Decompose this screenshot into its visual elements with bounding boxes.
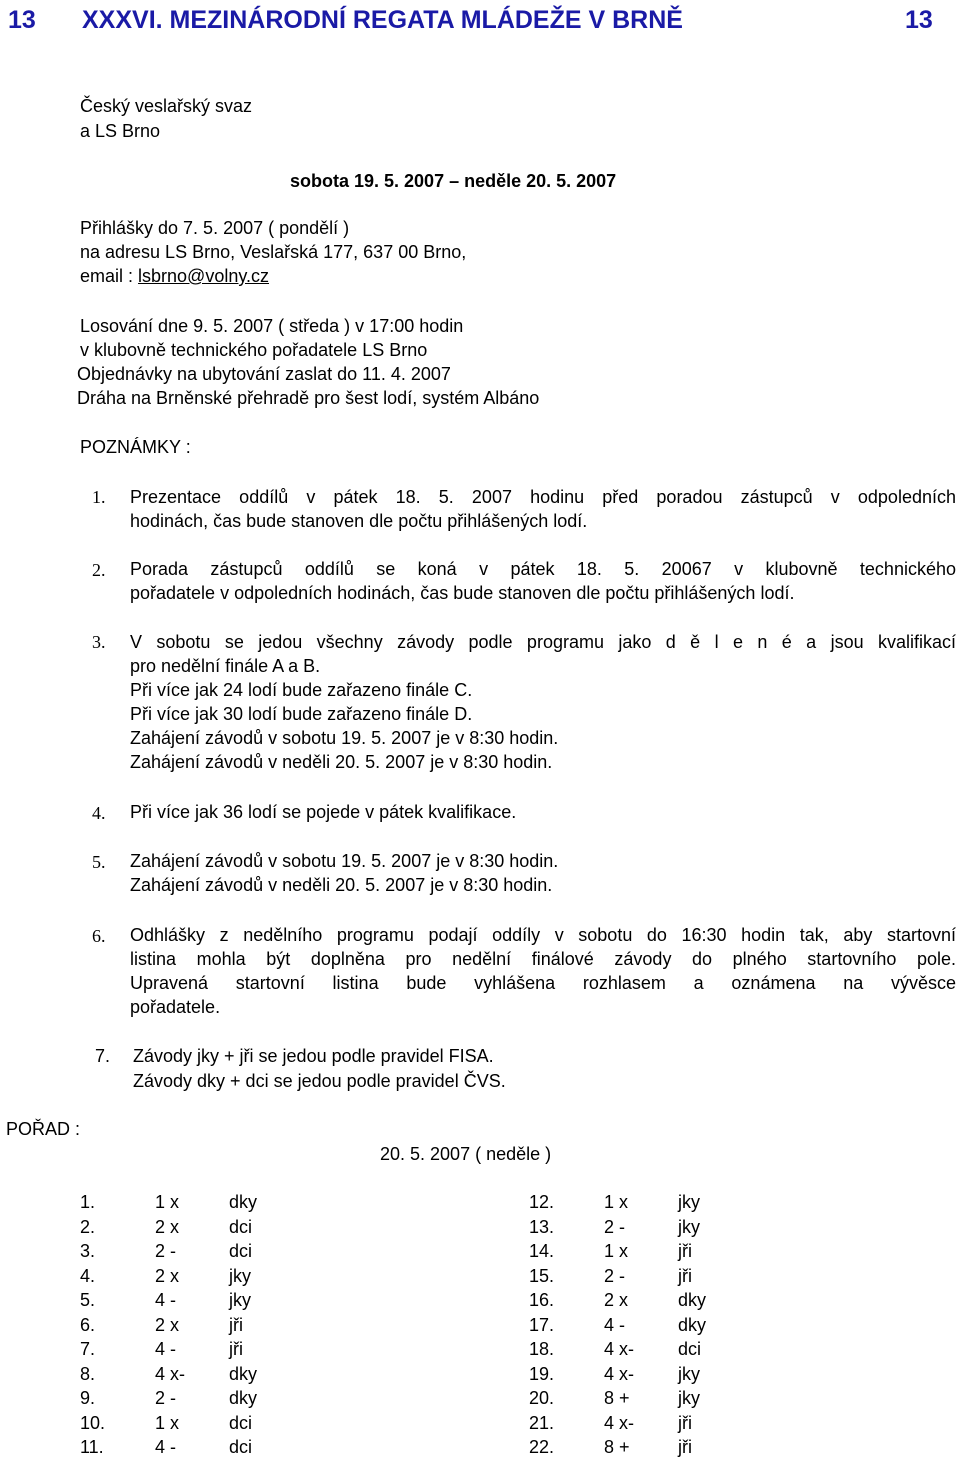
- email-link[interactable]: lsbrno@volny.cz: [138, 266, 270, 286]
- email-label: email :: [80, 266, 139, 286]
- race-number: 2.: [80, 1216, 96, 1237]
- boat-class: 4 x-: [604, 1412, 635, 1433]
- note-6-line-2: listina mohla být doplněna pro nedělní finálové závody do plného startovního pole.: [130, 949, 956, 969]
- category: dci: [229, 1437, 253, 1457]
- note-5-number: 5.: [92, 852, 106, 872]
- race-number: 18.: [529, 1339, 555, 1359]
- note-4: [130, 800, 956, 824]
- program-row: [529, 1386, 769, 1411]
- note-7-number: 7.: [95, 1046, 111, 1066]
- draw-line-1: Losování dne 9. 5. 2007 ( středa ) v 17:00 hodin: [80, 316, 464, 336]
- category: dci: [229, 1241, 253, 1261]
- draw-line-2: v klubovně technického pořadatele LS Brno: [80, 340, 428, 360]
- boat-class: 2 x: [155, 1265, 180, 1286]
- boat-class: 8 +: [604, 1388, 630, 1408]
- category: jři: [678, 1412, 692, 1433]
- race-number: 10.: [80, 1412, 106, 1433]
- race-number: 19.: [529, 1363, 555, 1384]
- category: jky: [678, 1216, 700, 1237]
- boat-class: 4 -: [155, 1339, 177, 1359]
- note-3-line-4: Při více jak 30 lodí bude zařazeno finále D.: [130, 704, 473, 724]
- program-row: [529, 1411, 769, 1436]
- registration-email-line: [80, 264, 269, 288]
- note-3-line-2: pro nedělní finále A a B.: [130, 656, 321, 676]
- boat-class: 2 x: [604, 1290, 629, 1310]
- registration-deadline: Přihlášky do 7. 5. 2007 ( pondělí ): [80, 218, 350, 238]
- category: jři: [229, 1339, 243, 1359]
- note-4-line-1: Při více jak 36 lodí se pojede v pátek kvalifikace.: [130, 802, 517, 822]
- category: dci: [229, 1216, 253, 1237]
- program-row: [529, 1362, 769, 1387]
- organizer-line-1: Český veslařský svaz: [80, 96, 253, 116]
- note-6-line-4: pořadatele.: [130, 997, 221, 1017]
- category: jky: [229, 1290, 251, 1310]
- program-row: [80, 1435, 320, 1460]
- program-row: [529, 1215, 769, 1240]
- note-2-line-2: pořadatele v odpoledních hodinách, čas bude stanoven dle počtu přihlášených lodí.: [130, 583, 795, 603]
- organizer-line-2: a LS Brno: [80, 121, 161, 141]
- category: jři: [678, 1241, 692, 1261]
- category: jři: [678, 1437, 692, 1457]
- category: dci: [229, 1412, 253, 1433]
- boat-class: 2 x: [155, 1314, 180, 1335]
- note-2: [130, 557, 956, 605]
- note-5: [130, 849, 956, 897]
- boat-class: 2 -: [604, 1265, 626, 1286]
- program-row: [80, 1313, 320, 1338]
- category: jky: [678, 1363, 700, 1384]
- program-row: [529, 1313, 769, 1338]
- note-1-line-1: Prezentace oddílů v pátek 18. 5. 2007 hodinu před poradou zástupců v odpoledních: [130, 487, 956, 507]
- program-row: [529, 1337, 769, 1362]
- program-row: [529, 1190, 769, 1215]
- note-6: [130, 923, 956, 1019]
- accommodation-line: Objednávky na ubytování zaslat do 11. 4. 2007: [77, 364, 451, 384]
- category: jky: [229, 1265, 251, 1286]
- boat-class: 2 -: [604, 1216, 626, 1237]
- program-row: [80, 1239, 320, 1264]
- boat-class: 1 x: [155, 1412, 180, 1433]
- race-number: 22.: [529, 1437, 555, 1457]
- page-title: XXXVI. MEZINÁRODNÍ REGATA MLÁDEŽE V BRNĚ: [82, 6, 683, 34]
- notes-title: POZNÁMKY :: [80, 437, 191, 457]
- note-5-line-2: Zahájení závodů v neděli 20. 5. 2007 je v 8:30 hodin.: [130, 875, 553, 895]
- category: dci: [678, 1339, 702, 1359]
- race-number: 3.: [80, 1241, 96, 1261]
- event-dates: sobota 19. 5. 2007 – neděle 20. 5. 2007: [290, 171, 617, 191]
- program-row: [80, 1386, 320, 1411]
- boat-class: 8 +: [604, 1437, 630, 1457]
- note-7-line-2: Závody dky + dci se jedou podle pravidel ČVS.: [133, 1071, 506, 1091]
- race-number: 21.: [529, 1412, 555, 1433]
- category: jři: [229, 1314, 243, 1335]
- race-number: 9.: [80, 1388, 96, 1408]
- program-row: [529, 1239, 769, 1264]
- boat-class: 1 x: [155, 1192, 180, 1212]
- race-number: 13.: [529, 1216, 555, 1237]
- boat-class: 2 x: [155, 1216, 180, 1237]
- program-row: [529, 1435, 769, 1460]
- boat-class: 4 x-: [155, 1363, 186, 1384]
- boat-class: 4 x-: [604, 1363, 635, 1384]
- note-5-line-1: Zahájení závodů v sobotu 19. 5. 2007 je v 8:30 hodin.: [130, 851, 559, 871]
- page-number-right: 13: [905, 6, 933, 34]
- race-number: 12.: [529, 1192, 555, 1212]
- program-row: [529, 1288, 769, 1313]
- category: dky: [678, 1314, 707, 1335]
- registration-address: na adresu LS Brno, Veslařská 177, 637 00 Brno,: [80, 242, 467, 262]
- note-7-line-1: Závody jky + jři se jedou podle pravidel FISA.: [133, 1046, 494, 1066]
- note-6-number: 6.: [92, 926, 106, 946]
- course-line: Dráha na Brněnské přehradě pro šest lodí, systém Albáno: [77, 388, 540, 408]
- category: dky: [229, 1192, 258, 1212]
- page-number-left: 13: [8, 6, 36, 34]
- category: dky: [678, 1290, 707, 1310]
- note-3-line-1: V sobotu se jedou všechny závody podle programu jako d ě l e n é a jsou kvalifikací: [130, 632, 956, 652]
- race-number: 8.: [80, 1363, 96, 1384]
- note-3-line-6: Zahájení závodů v neděli 20. 5. 2007 je v 8:30 hodin.: [130, 752, 553, 772]
- note-2-number: 2.: [92, 560, 106, 580]
- note-1-line-2: hodinách, čas bude stanoven dle počtu přihlášených lodí.: [130, 511, 588, 531]
- note-1-number: 1.: [92, 487, 106, 507]
- note-3: [130, 630, 956, 774]
- race-number: 17.: [529, 1314, 555, 1335]
- note-4-number: 4.: [92, 803, 106, 823]
- race-number: 7.: [80, 1339, 96, 1359]
- program-row: [80, 1264, 320, 1289]
- race-number: 4.: [80, 1265, 96, 1286]
- note-1: [130, 485, 956, 533]
- category: jky: [678, 1192, 700, 1212]
- program-row: [529, 1264, 769, 1289]
- note-3-line-5: Zahájení závodů v sobotu 19. 5. 2007 je v 8:30 hodin.: [130, 728, 559, 748]
- program-row: [80, 1288, 320, 1313]
- category: jři: [678, 1265, 692, 1286]
- race-number: 15.: [529, 1265, 555, 1286]
- race-number: 16.: [529, 1290, 555, 1310]
- program-row: [80, 1215, 320, 1240]
- race-number: 14.: [529, 1241, 555, 1261]
- race-number: 6.: [80, 1314, 96, 1335]
- category: jky: [678, 1388, 700, 1408]
- program-date: 20. 5. 2007 ( neděle ): [380, 1144, 552, 1164]
- note-3-number: 3.: [92, 632, 106, 652]
- boat-class: 2 -: [155, 1241, 177, 1261]
- program-row: [80, 1362, 320, 1387]
- boat-class: 1 x: [604, 1192, 629, 1212]
- note-6-line-3: Upravená startovní listina bude vyhlášena rozhlasem a oznámena na vývěsce: [130, 973, 956, 993]
- boat-class: 4 -: [604, 1314, 626, 1335]
- program-row: [80, 1411, 320, 1436]
- note-2-line-1: Porada zástupců oddílů se koná v pátek 18. 5. 20067 v klubovně technického: [130, 559, 956, 579]
- race-number: 5.: [80, 1290, 96, 1310]
- race-number: 1.: [80, 1192, 96, 1212]
- program-title: POŘAD :: [6, 1119, 81, 1139]
- program-row: [80, 1337, 320, 1362]
- category: dky: [229, 1388, 258, 1408]
- program-row: [80, 1190, 320, 1215]
- race-number: 11.: [80, 1437, 104, 1457]
- boat-class: 4 x-: [604, 1339, 635, 1359]
- note-6-line-1: Odhlášky z nedělního programu podají oddíly v sobotu do 16:30 hodin tak, aby startovní: [130, 925, 956, 945]
- race-number: 20.: [529, 1388, 555, 1408]
- boat-class: 1 x: [604, 1241, 629, 1261]
- note-3-line-3: Při více jak 24 lodí bude zařazeno finále C.: [130, 680, 473, 700]
- boat-class: 4 -: [155, 1290, 177, 1310]
- boat-class: 2 -: [155, 1388, 177, 1408]
- boat-class: 4 -: [155, 1437, 177, 1457]
- category: dky: [229, 1363, 258, 1384]
